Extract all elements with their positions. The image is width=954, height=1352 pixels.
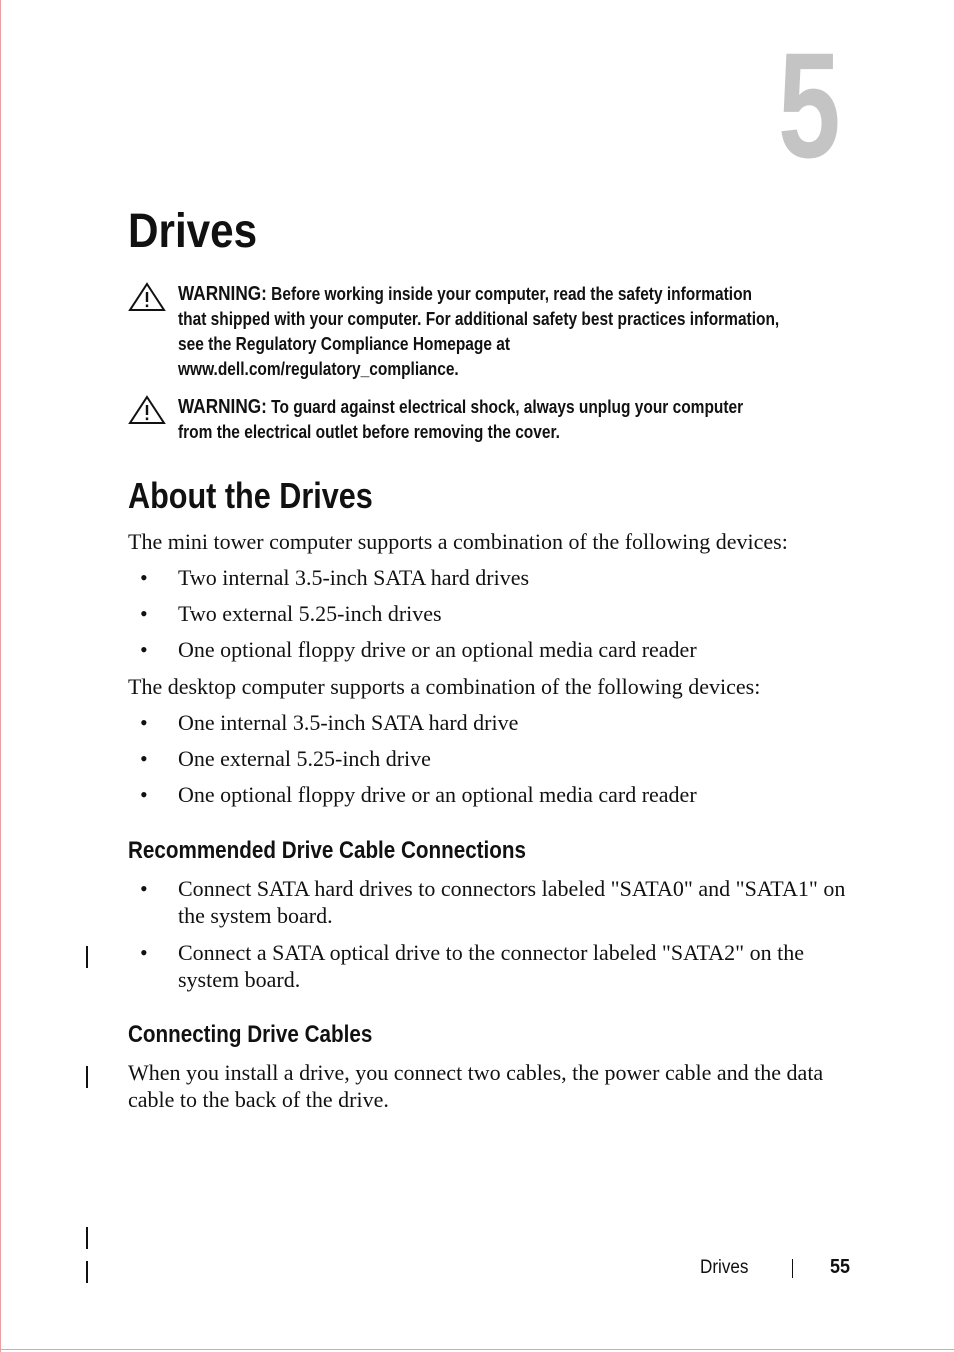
bullet-icon: • [140,782,148,807]
desktop-device-list [128,709,858,808]
list-item [128,745,858,772]
list-item [128,564,858,591]
change-bar [86,946,88,968]
list-item-text: One optional floppy drive or an optional media card reader [178,637,697,662]
warning-body: Before working inside your computer, read the safety information that shipped with your computer. For additional safety best practices information, see the Regulatory Compliance Homepage at www.dell.com/regulatory_compliance. [178,284,780,379]
bullet-icon: • [140,876,148,901]
bullet-icon: • [140,565,148,590]
chapter-number: 5 [778,21,841,189]
change-bar [86,1227,88,1249]
change-bar [86,1066,88,1088]
page-number: 55 [830,1256,851,1278]
list-item-text: Connect SATA hard drives to connectors labeled "SATA0" and "SATA1" on the system board. [178,876,846,928]
list-item-text: One optional floppy drive or an optional media card reader [178,782,697,807]
list-item-text: Connect a SATA optical drive to the connector labeled "SATA2" on the system board. [178,940,805,992]
subsection-heading-connecting-cables: Connecting Drive Cables [128,1021,373,1048]
warning-text [178,282,780,382]
warning-label: WARNING: [178,283,267,305]
list-item [128,781,858,808]
warning-body: To guard against electrical shock, always unplug your computer from the electrical outlet before removing the cover. [178,397,744,442]
list-item-text: Two external 5.25-inch drives [178,601,442,626]
change-bar [86,1261,88,1283]
list-item-text: Two internal 3.5-inch SATA hard drives [178,565,530,590]
bullet-icon: • [140,710,148,735]
warning-note [128,395,853,445]
warning-triangle-icon [128,282,166,312]
list-item-text: One external 5.25-inch drive [178,746,431,771]
section-heading-about-drives: About the Drives [128,475,373,516]
list-item [128,709,858,736]
footer-section-label: Drives [700,1257,749,1278]
mini-tower-intro: The mini tower computer supports a combination of the following devices: [128,529,788,554]
page-edge-left [0,0,1,1352]
warning-triangle-icon [128,395,166,425]
list-item [128,636,858,663]
list-item [128,939,858,993]
warning-text [178,395,780,445]
footer-divider [792,1259,793,1278]
bullet-icon: • [140,746,148,771]
cable-connection-list [128,875,858,993]
connecting-paragraph: When you install a drive, you connect two cables, the power cable and the data cable to the back of the drive. [128,1060,824,1112]
page-edge-bottom [0,1349,954,1350]
bullet-icon: • [140,601,148,626]
list-item [128,600,858,627]
bullet-icon: • [140,637,148,662]
warning-note [128,282,853,382]
page-title: Drives [128,205,258,258]
warning-label: WARNING: [178,396,267,418]
list-item [128,875,858,929]
mini-tower-device-list [128,564,858,663]
desktop-intro: The desktop computer supports a combination of the following devices: [128,674,761,699]
list-item-text: One internal 3.5-inch SATA hard drive [178,710,519,735]
bullet-icon: • [140,940,148,965]
subsection-heading-recommended-cables: Recommended Drive Cable Connections [128,837,526,864]
